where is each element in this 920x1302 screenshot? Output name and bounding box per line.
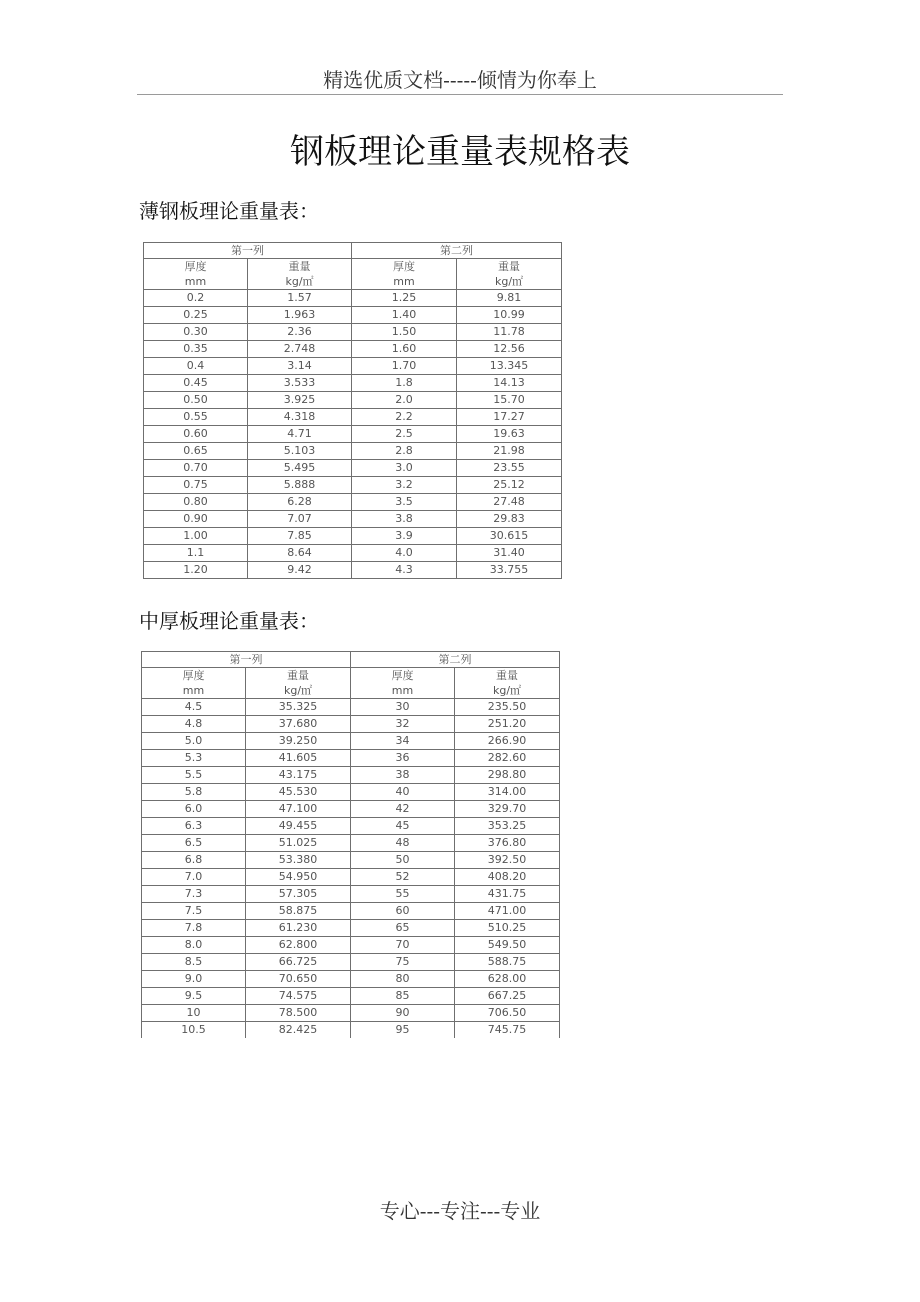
table-cell: 7.07 (248, 511, 352, 528)
table-cell: 29.83 (457, 511, 562, 528)
table-cell: 353.25 (455, 818, 560, 835)
table-row (142, 767, 560, 784)
document-title: 钢板理论重量表规格表 (290, 132, 630, 172)
table-row (144, 341, 562, 358)
table-row (142, 733, 560, 750)
table-cell: 48 (351, 835, 455, 852)
table-cell: 5.3 (142, 750, 246, 767)
table-cell: 3.9 (352, 528, 457, 545)
table-row (142, 886, 560, 903)
table-row (142, 801, 560, 818)
table-cell: 51.025 (246, 835, 351, 852)
table-cell: 53.380 (246, 852, 351, 869)
table-cell: 0.90 (144, 511, 248, 528)
table-cell: 588.75 (455, 954, 560, 971)
table-cell: 3.2 (352, 477, 457, 494)
table-cell: 3.14 (248, 358, 352, 375)
table-cell: 2.5 (352, 426, 457, 443)
header-divider (137, 94, 783, 95)
table-cell: 7.0 (142, 869, 246, 886)
table-cell: 0.60 (144, 426, 248, 443)
column-header-cell: 厚度 (142, 668, 246, 684)
group-header-cell: 第二列 (351, 652, 560, 668)
table-row (144, 324, 562, 341)
table-cell: 0.55 (144, 409, 248, 426)
table-cell: 4.0 (352, 545, 457, 562)
table-cell: 0.25 (144, 307, 248, 324)
unit-header-cell: mm (142, 683, 246, 699)
unit-header-cell: kg/㎡ (457, 274, 562, 290)
table-cell: 3.8 (352, 511, 457, 528)
table-cell: 66.725 (246, 954, 351, 971)
table-row (142, 835, 560, 852)
table-row (142, 852, 560, 869)
table-row (142, 818, 560, 835)
table-row (142, 716, 560, 733)
table-cell: 745.75 (455, 1022, 560, 1039)
table-cell: 90 (351, 1005, 455, 1022)
table-cell: 0.70 (144, 460, 248, 477)
table-cell: 30 (351, 699, 455, 716)
table-cell: 6.28 (248, 494, 352, 511)
table-row (142, 988, 560, 1005)
unit-header-row (144, 274, 562, 290)
table-cell: 12.56 (457, 341, 562, 358)
group-header-cell: 第一列 (142, 652, 351, 668)
group-header-row (144, 243, 562, 259)
table-cell: 4.8 (142, 716, 246, 733)
table-cell: 65 (351, 920, 455, 937)
table-cell: 510.25 (455, 920, 560, 937)
table-cell: 35.325 (246, 699, 351, 716)
table-cell: 4.318 (248, 409, 352, 426)
column-header-cell: 重量 (457, 259, 562, 275)
table-cell: 62.800 (246, 937, 351, 954)
table-cell: 7.8 (142, 920, 246, 937)
unit-header-cell: mm (352, 274, 457, 290)
table-cell: 58.875 (246, 903, 351, 920)
table-cell: 4.71 (248, 426, 352, 443)
column-header-cell: 重量 (455, 668, 560, 684)
page-footer: 专心---专注---专业 (379, 1199, 541, 1223)
column-header-row (142, 668, 560, 684)
table-row (144, 358, 562, 375)
column-header-cell: 重量 (246, 668, 351, 684)
table-cell: 0.75 (144, 477, 248, 494)
medium-plate-weight-table (141, 651, 560, 1038)
table-cell: 39.250 (246, 733, 351, 750)
medium-table-body (142, 652, 560, 1039)
table-cell: 8.5 (142, 954, 246, 971)
table-row (142, 1022, 560, 1039)
table-cell: 0.65 (144, 443, 248, 460)
table-cell: 80 (351, 971, 455, 988)
table-cell: 431.75 (455, 886, 560, 903)
table-cell: 7.85 (248, 528, 352, 545)
unit-header-cell: kg/㎡ (248, 274, 352, 290)
table-cell: 0.30 (144, 324, 248, 341)
table-cell: 1.60 (352, 341, 457, 358)
table-row (144, 375, 562, 392)
table-cell: 7.3 (142, 886, 246, 903)
table-cell: 235.50 (455, 699, 560, 716)
table-cell: 471.00 (455, 903, 560, 920)
table-row (144, 409, 562, 426)
table-row (142, 937, 560, 954)
unit-header-cell: mm (351, 683, 455, 699)
table-cell: 0.80 (144, 494, 248, 511)
table-cell: 61.230 (246, 920, 351, 937)
table-cell: 2.0 (352, 392, 457, 409)
table-cell: 8.0 (142, 937, 246, 954)
table-cell: 282.60 (455, 750, 560, 767)
unit-header-cell: kg/㎡ (455, 683, 560, 699)
table-cell: 9.5 (142, 988, 246, 1005)
table-cell: 30.615 (457, 528, 562, 545)
column-header-cell: 厚度 (352, 259, 457, 275)
page-header: 精选优质文档-----倾情为你奉上 (323, 68, 597, 92)
thin-table-body (144, 243, 562, 579)
table-cell: 3.5 (352, 494, 457, 511)
table-cell: 3.533 (248, 375, 352, 392)
table-row (144, 545, 562, 562)
table-cell: 298.80 (455, 767, 560, 784)
table-cell: 376.80 (455, 835, 560, 852)
table-cell: 1.25 (352, 290, 457, 307)
table-cell: 5.8 (142, 784, 246, 801)
table-cell: 47.100 (246, 801, 351, 818)
table-cell: 13.345 (457, 358, 562, 375)
table-cell: 549.50 (455, 937, 560, 954)
table-cell: 1.20 (144, 562, 248, 579)
table-cell: 38 (351, 767, 455, 784)
table-cell: 6.0 (142, 801, 246, 818)
unit-header-row (142, 683, 560, 699)
table-cell: 1.00 (144, 528, 248, 545)
table-cell: 11.78 (457, 324, 562, 341)
table-cell: 10 (142, 1005, 246, 1022)
table-cell: 15.70 (457, 392, 562, 409)
table-cell: 5.103 (248, 443, 352, 460)
table-cell: 42 (351, 801, 455, 818)
table-cell: 3.0 (352, 460, 457, 477)
table-cell: 314.00 (455, 784, 560, 801)
table-cell: 74.575 (246, 988, 351, 1005)
table-cell: 0.45 (144, 375, 248, 392)
table-cell: 54.950 (246, 869, 351, 886)
table-cell: 0.35 (144, 341, 248, 358)
table-row (144, 494, 562, 511)
table-cell: 1.50 (352, 324, 457, 341)
table-cell: 8.64 (248, 545, 352, 562)
table-cell: 9.0 (142, 971, 246, 988)
table-cell: 0.50 (144, 392, 248, 409)
table-cell: 45.530 (246, 784, 351, 801)
table-cell: 628.00 (455, 971, 560, 988)
table-cell: 3.925 (248, 392, 352, 409)
table-cell: 34 (351, 733, 455, 750)
table-cell: 6.3 (142, 818, 246, 835)
table-row (144, 443, 562, 460)
column-header-row (144, 259, 562, 275)
group-header-cell: 第二列 (352, 243, 562, 259)
table-cell: 1.57 (248, 290, 352, 307)
column-header-cell: 重量 (248, 259, 352, 275)
table-cell: 21.98 (457, 443, 562, 460)
table-row (144, 562, 562, 579)
table-cell: 1.40 (352, 307, 457, 324)
column-header-cell: 厚度 (144, 259, 248, 275)
table-cell: 10.99 (457, 307, 562, 324)
table-cell: 392.50 (455, 852, 560, 869)
table-cell: 4.3 (352, 562, 457, 579)
table-row (142, 1005, 560, 1022)
table-cell: 23.55 (457, 460, 562, 477)
table-cell: 41.605 (246, 750, 351, 767)
table-cell: 70 (351, 937, 455, 954)
table-row (142, 699, 560, 716)
table-row (144, 290, 562, 307)
table-cell: 5.5 (142, 767, 246, 784)
table-cell: 5.495 (248, 460, 352, 477)
table-cell: 1.70 (352, 358, 457, 375)
table-row (144, 511, 562, 528)
table-cell: 5.888 (248, 477, 352, 494)
table-cell: 25.12 (457, 477, 562, 494)
medium-plate-section-title: 中厚板理论重量表： (139, 609, 319, 633)
unit-header-cell: kg/㎡ (246, 683, 351, 699)
table-cell: 2.36 (248, 324, 352, 341)
table-cell: 70.650 (246, 971, 351, 988)
table-cell: 40 (351, 784, 455, 801)
table-row (142, 971, 560, 988)
table-cell: 75 (351, 954, 455, 971)
table-row (142, 920, 560, 937)
table-cell: 31.40 (457, 545, 562, 562)
table-cell: 49.455 (246, 818, 351, 835)
table-cell: 1.8 (352, 375, 457, 392)
table-cell: 95 (351, 1022, 455, 1039)
table-row (144, 426, 562, 443)
table-cell: 7.5 (142, 903, 246, 920)
table-cell: 19.63 (457, 426, 562, 443)
table-row (144, 460, 562, 477)
table-cell: 2.8 (352, 443, 457, 460)
table-cell: 60 (351, 903, 455, 920)
table-cell: 78.500 (246, 1005, 351, 1022)
table-cell: 27.48 (457, 494, 562, 511)
table-cell: 57.305 (246, 886, 351, 903)
table-cell: 32 (351, 716, 455, 733)
table-cell: 706.50 (455, 1005, 560, 1022)
table-cell: 408.20 (455, 869, 560, 886)
table-cell: 2.748 (248, 341, 352, 358)
table-cell: 329.70 (455, 801, 560, 818)
table-cell: 17.27 (457, 409, 562, 426)
table-row (144, 477, 562, 494)
table-cell: 43.175 (246, 767, 351, 784)
table-cell: 1.963 (248, 307, 352, 324)
table-cell: 0.4 (144, 358, 248, 375)
column-header-cell: 厚度 (351, 668, 455, 684)
table-cell: 6.5 (142, 835, 246, 852)
table-cell: 85 (351, 988, 455, 1005)
table-row (142, 869, 560, 886)
table-cell: 5.0 (142, 733, 246, 750)
table-cell: 33.755 (457, 562, 562, 579)
group-header-row (142, 652, 560, 668)
table-cell: 9.42 (248, 562, 352, 579)
table-cell: 52 (351, 869, 455, 886)
table-cell: 2.2 (352, 409, 457, 426)
table-row (144, 528, 562, 545)
table-row (142, 954, 560, 971)
unit-header-cell: mm (144, 274, 248, 290)
table-cell: 45 (351, 818, 455, 835)
thin-plate-section-title: 薄钢板理论重量表： (139, 199, 319, 223)
group-header-cell: 第一列 (144, 243, 352, 259)
table-cell: 82.425 (246, 1022, 351, 1039)
table-cell: 0.2 (144, 290, 248, 307)
table-cell: 667.25 (455, 988, 560, 1005)
table-cell: 10.5 (142, 1022, 246, 1039)
table-cell: 37.680 (246, 716, 351, 733)
table-row (144, 307, 562, 324)
table-cell: 50 (351, 852, 455, 869)
table-row (142, 750, 560, 767)
table-cell: 36 (351, 750, 455, 767)
table-cell: 1.1 (144, 545, 248, 562)
table-cell: 9.81 (457, 290, 562, 307)
table-cell: 4.5 (142, 699, 246, 716)
table-cell: 14.13 (457, 375, 562, 392)
table-row (142, 784, 560, 801)
table-cell: 251.20 (455, 716, 560, 733)
table-row (144, 392, 562, 409)
table-cell: 266.90 (455, 733, 560, 750)
thin-plate-weight-table (143, 242, 562, 579)
table-cell: 55 (351, 886, 455, 903)
table-row (142, 903, 560, 920)
table-cell: 6.8 (142, 852, 246, 869)
